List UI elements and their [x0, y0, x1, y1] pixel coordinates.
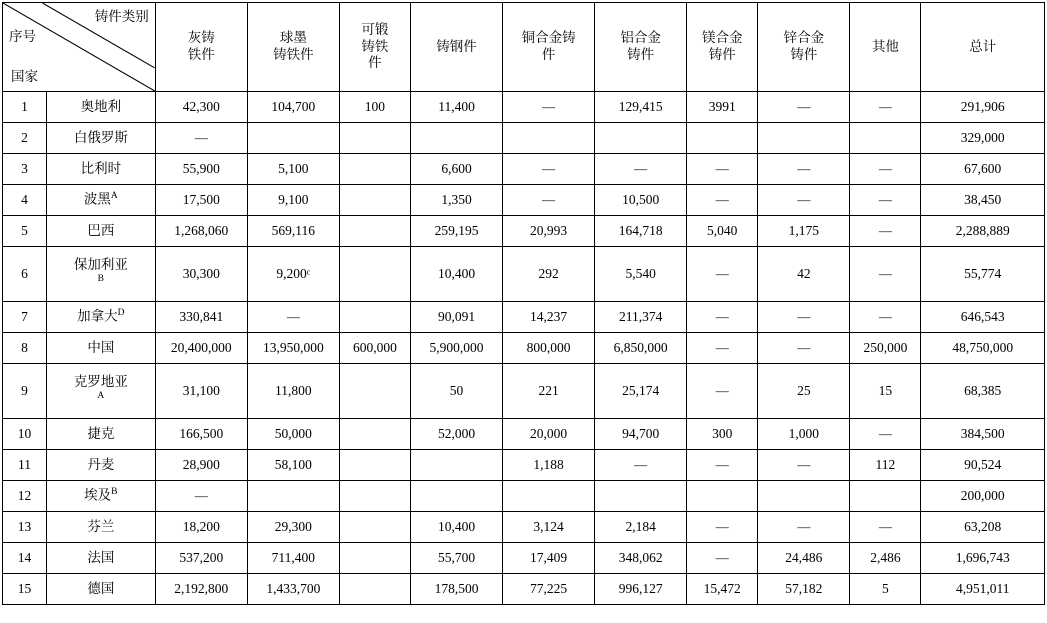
row-value-cell: 800,000	[503, 333, 595, 364]
row-value-cell: 600,000	[339, 333, 410, 364]
row-value-cell	[247, 481, 339, 512]
row-value-cell: 20,993	[503, 216, 595, 247]
table-row	[3, 247, 1045, 302]
footnote-marker: A	[97, 390, 105, 401]
table-row	[3, 185, 1045, 216]
row-value-cell: 259,195	[410, 216, 502, 247]
row-value-cell: 1,696,743	[921, 543, 1045, 574]
header-corner-cell	[3, 3, 156, 92]
row-country-cell: 波黑$^A$	[46, 185, 155, 216]
row-value-cell: 17,500	[155, 185, 247, 216]
row-value-cell	[339, 302, 410, 333]
row-value-cell: —	[687, 333, 758, 364]
row-value-cell	[339, 450, 410, 481]
row-value-cell: 384,500	[921, 419, 1045, 450]
row-value-cell: 646,543	[921, 302, 1045, 333]
row-value-cell: —	[687, 185, 758, 216]
header-col-gray-iron: 灰铸 铁件	[155, 3, 247, 92]
table-row	[3, 481, 1045, 512]
row-value-cell: 5,040	[687, 216, 758, 247]
row-value-cell: 11,400	[410, 92, 502, 123]
row-country-cell: 比利时	[46, 154, 155, 185]
row-value-cell: 996,127	[595, 574, 687, 605]
row-value-cell: 13,950,000	[247, 333, 339, 364]
row-value-cell: 104,700	[247, 92, 339, 123]
row-value-cell: 55,774	[921, 247, 1045, 302]
row-value-cell: —	[758, 450, 850, 481]
row-value-cell	[339, 123, 410, 154]
table-row	[3, 154, 1045, 185]
row-value-cell	[410, 481, 502, 512]
header-col-steel: 铸钢件	[410, 3, 502, 92]
row-value-cell: —	[758, 333, 850, 364]
row-value-cell: —	[850, 302, 921, 333]
row-value-cell: —	[687, 543, 758, 574]
row-value-cell: 329,000	[921, 123, 1045, 154]
row-value-cell: 77,225	[503, 574, 595, 605]
row-index-cell: 5	[3, 216, 47, 247]
table-row	[3, 123, 1045, 154]
row-index-cell: 11	[3, 450, 47, 481]
row-value-cell	[339, 154, 410, 185]
row-value-cell: 1,350	[410, 185, 502, 216]
row-value-cell: 67,600	[921, 154, 1045, 185]
footnote-marker: A	[110, 191, 118, 202]
row-value-cell: 55,900	[155, 154, 247, 185]
row-value-cell: —	[687, 302, 758, 333]
row-value-cell: 221	[503, 364, 595, 419]
row-value-cell	[687, 123, 758, 154]
row-value-cell	[687, 481, 758, 512]
table-header-row	[3, 3, 1045, 92]
row-value-cell: 18,200	[155, 512, 247, 543]
row-value-cell: 6,850,000	[595, 333, 687, 364]
header-label-country: 国家	[11, 69, 38, 85]
row-index-cell: 10	[3, 419, 47, 450]
row-value-cell	[339, 512, 410, 543]
row-value-cell: —	[758, 512, 850, 543]
row-value-cell: —	[503, 92, 595, 123]
row-value-cell	[850, 123, 921, 154]
row-country-cell: 丹麦	[46, 450, 155, 481]
row-value-cell: —	[850, 92, 921, 123]
row-value-cell: 90,091	[410, 302, 502, 333]
row-index-cell: 14	[3, 543, 47, 574]
row-value-cell: —	[850, 154, 921, 185]
row-value-cell	[339, 216, 410, 247]
row-value-cell: 55,700	[410, 543, 502, 574]
row-value-cell: —	[687, 364, 758, 419]
row-country-cell: 德国	[46, 574, 155, 605]
row-value-cell: —	[758, 154, 850, 185]
header-col-total: 总计	[921, 3, 1045, 92]
row-value-cell: 50,000	[247, 419, 339, 450]
row-value-cell: —	[687, 450, 758, 481]
row-value-cell	[503, 481, 595, 512]
row-value-cell	[758, 123, 850, 154]
row-value-cell: —	[850, 247, 921, 302]
row-value-cell: 166,500	[155, 419, 247, 450]
row-value-cell: 300	[687, 419, 758, 450]
row-value-cell: 164,718	[595, 216, 687, 247]
row-value-cell: 2,486	[850, 543, 921, 574]
row-index-cell: 15	[3, 574, 47, 605]
footnote-marker: D	[117, 308, 125, 319]
row-country-cell: 保加利亚 $^B$	[46, 247, 155, 302]
row-value-cell: 537,200	[155, 543, 247, 574]
header-label-sequence: 序号	[9, 29, 36, 44]
table-row	[3, 92, 1045, 123]
row-value-cell: 58,100	[247, 450, 339, 481]
row-index-cell: 7	[3, 302, 47, 333]
row-value-cell	[339, 419, 410, 450]
row-value-cell	[339, 364, 410, 419]
row-value-cell: 25,174	[595, 364, 687, 419]
header-col-aluminum-alloy: 铝合金 铸件	[595, 3, 687, 92]
row-value-cell: 6,600	[410, 154, 502, 185]
row-value-cell: 1,268,060	[155, 216, 247, 247]
row-country-cell: 中国	[46, 333, 155, 364]
row-value-cell	[758, 481, 850, 512]
row-value-cell: 10,500	[595, 185, 687, 216]
row-value-cell	[850, 481, 921, 512]
row-value-cell: 29,300	[247, 512, 339, 543]
row-value-cell: 5,540	[595, 247, 687, 302]
header-col-ductile-iron: 球墨 铸铁件	[247, 3, 339, 92]
footnote-marker: B	[111, 487, 118, 498]
row-value-cell: —	[850, 216, 921, 247]
table-row	[3, 216, 1045, 247]
row-country-cell: 克罗地亚 $^A$	[46, 364, 155, 419]
row-index-cell: 4	[3, 185, 47, 216]
row-value-cell: 9,200ᶜ	[247, 247, 339, 302]
row-value-cell: 129,415	[595, 92, 687, 123]
row-index-cell: 6	[3, 247, 47, 302]
row-value-cell: —	[850, 185, 921, 216]
row-value-cell: 63,208	[921, 512, 1045, 543]
row-value-cell: —	[503, 185, 595, 216]
row-value-cell: 52,000	[410, 419, 502, 450]
row-value-cell: 711,400	[247, 543, 339, 574]
table-row	[3, 512, 1045, 543]
row-value-cell	[339, 247, 410, 302]
row-value-cell: 2,288,889	[921, 216, 1045, 247]
row-value-cell	[595, 481, 687, 512]
row-value-cell: 292	[503, 247, 595, 302]
row-value-cell: 5,900,000	[410, 333, 502, 364]
row-value-cell: 17,409	[503, 543, 595, 574]
row-value-cell	[339, 543, 410, 574]
row-value-cell: 1,175	[758, 216, 850, 247]
table-row	[3, 333, 1045, 364]
row-value-cell: 50	[410, 364, 502, 419]
row-value-cell: 5,100	[247, 154, 339, 185]
row-country-cell: 芬兰	[46, 512, 155, 543]
row-value-cell: 48,750,000	[921, 333, 1045, 364]
row-value-cell: 57,182	[758, 574, 850, 605]
row-value-cell: 2,184	[595, 512, 687, 543]
row-value-cell: 348,062	[595, 543, 687, 574]
row-value-cell: 211,374	[595, 302, 687, 333]
row-value-cell: 11,800	[247, 364, 339, 419]
row-value-cell: —	[503, 154, 595, 185]
row-value-cell	[410, 123, 502, 154]
row-value-cell: —	[850, 512, 921, 543]
row-value-cell: 42	[758, 247, 850, 302]
row-country-cell: 巴西	[46, 216, 155, 247]
row-value-cell	[595, 123, 687, 154]
table-row	[3, 419, 1045, 450]
header-label-category: 铸件类别	[94, 9, 149, 24]
row-value-cell: 100	[339, 92, 410, 123]
row-value-cell: —	[247, 302, 339, 333]
row-country-cell: 奥地利	[46, 92, 155, 123]
row-value-cell: 3,124	[503, 512, 595, 543]
row-value-cell: —	[687, 512, 758, 543]
row-index-cell: 1	[3, 92, 47, 123]
row-value-cell: 291,906	[921, 92, 1045, 123]
row-value-cell: 42,300	[155, 92, 247, 123]
header-col-magnesium-alloy: 镁合金 铸件	[687, 3, 758, 92]
row-value-cell: 31,100	[155, 364, 247, 419]
row-index-cell: 2	[3, 123, 47, 154]
row-value-cell: 10,400	[410, 247, 502, 302]
row-value-cell: 90,524	[921, 450, 1045, 481]
row-value-cell: 30,300	[155, 247, 247, 302]
row-value-cell: 1,000	[758, 419, 850, 450]
row-value-cell	[339, 185, 410, 216]
row-value-cell: 2,192,800	[155, 574, 247, 605]
table-row	[3, 450, 1045, 481]
row-value-cell: 1,188	[503, 450, 595, 481]
row-country-cell: 加拿大$^D$	[46, 302, 155, 333]
row-value-cell: —	[595, 450, 687, 481]
table-row	[3, 364, 1045, 419]
row-index-cell: 8	[3, 333, 47, 364]
row-value-cell: 68,385	[921, 364, 1045, 419]
row-value-cell: 250,000	[850, 333, 921, 364]
row-index-cell: 13	[3, 512, 47, 543]
row-value-cell: 569,116	[247, 216, 339, 247]
row-country-cell: 法国	[46, 543, 155, 574]
header-col-zinc-alloy: 锌合金 铸件	[758, 3, 850, 92]
row-value-cell: 24,486	[758, 543, 850, 574]
row-value-cell: 20,000	[503, 419, 595, 450]
row-value-cell: —	[595, 154, 687, 185]
row-value-cell	[247, 123, 339, 154]
row-value-cell: 25	[758, 364, 850, 419]
row-value-cell: —	[155, 123, 247, 154]
row-value-cell: 15,472	[687, 574, 758, 605]
row-value-cell: 178,500	[410, 574, 502, 605]
row-value-cell: —	[758, 92, 850, 123]
row-value-cell: 330,841	[155, 302, 247, 333]
row-value-cell: 112	[850, 450, 921, 481]
row-value-cell: 1,433,700	[247, 574, 339, 605]
row-value-cell	[503, 123, 595, 154]
row-value-cell	[339, 574, 410, 605]
row-value-cell: 10,400	[410, 512, 502, 543]
row-index-cell: 12	[3, 481, 47, 512]
row-value-cell: 14,237	[503, 302, 595, 333]
header-col-malleable-iron: 可锻 铸铁 件	[339, 3, 410, 92]
row-index-cell: 3	[3, 154, 47, 185]
table-row	[3, 574, 1045, 605]
document-page	[0, 2, 1047, 623]
table-row	[3, 543, 1045, 574]
castings-by-country-table	[2, 2, 1045, 605]
header-col-other: 其他	[850, 3, 921, 92]
row-value-cell: 15	[850, 364, 921, 419]
table-body	[3, 92, 1045, 605]
row-value-cell: 28,900	[155, 450, 247, 481]
row-value-cell: 5	[850, 574, 921, 605]
row-value-cell: 20,400,000	[155, 333, 247, 364]
row-value-cell: 9,100	[247, 185, 339, 216]
row-value-cell: 94,700	[595, 419, 687, 450]
row-value-cell	[410, 450, 502, 481]
row-value-cell: 3991	[687, 92, 758, 123]
footnote-marker: B	[97, 273, 104, 284]
row-country-cell: 捷克	[46, 419, 155, 450]
row-value-cell: —	[155, 481, 247, 512]
table-row	[3, 302, 1045, 333]
row-value-cell: —	[758, 185, 850, 216]
row-country-cell: 白俄罗斯	[46, 123, 155, 154]
header-col-copper-alloy: 铜合金铸 件	[503, 3, 595, 92]
row-value-cell: —	[687, 154, 758, 185]
row-value-cell: 200,000	[921, 481, 1045, 512]
row-value-cell: —	[850, 419, 921, 450]
row-country-cell: 埃及$^B$	[46, 481, 155, 512]
row-value-cell: —	[758, 302, 850, 333]
row-index-cell: 9	[3, 364, 47, 419]
row-value-cell: 4,951,011	[921, 574, 1045, 605]
row-value-cell	[339, 481, 410, 512]
row-value-cell: —	[687, 247, 758, 302]
row-value-cell: 38,450	[921, 185, 1045, 216]
